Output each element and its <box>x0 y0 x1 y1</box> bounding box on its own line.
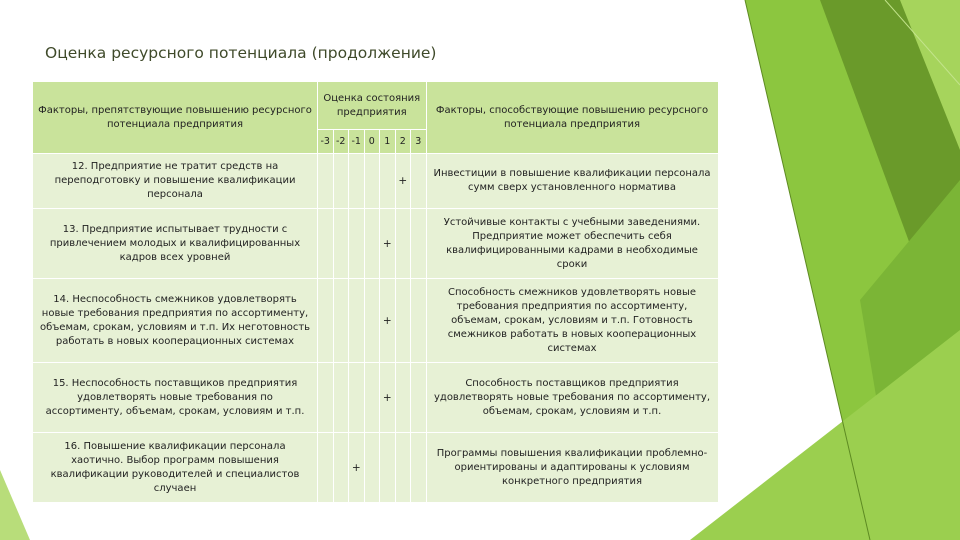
rating-cell <box>318 279 334 363</box>
hindering-factor: 15. Неспособность поставщиков предприятия удовлетворять новые требования по ассортименту, объемам, срокам, условиям и т.п. <box>33 363 318 433</box>
scale-value: 3 <box>411 130 427 154</box>
rating-cell <box>333 363 349 433</box>
promoting-factor: Способность поставщиков предприятия удовлетворять новые требования по ассортименту, объемам, срокам, условиям и т.п. <box>426 363 718 433</box>
scale-value: -1 <box>349 130 365 154</box>
header-assessment: Оценка состояния предприятия <box>318 82 427 130</box>
rating-cell <box>364 363 380 433</box>
rating-cell: + <box>380 209 396 279</box>
rating-cell <box>380 433 396 503</box>
rating-cell <box>364 433 380 503</box>
rating-cell: + <box>395 154 411 209</box>
rating-cell <box>349 209 365 279</box>
rating-cell: + <box>380 279 396 363</box>
rating-cell <box>395 363 411 433</box>
hindering-factor: 14. Неспособность смежников удовлетворять новые требования предприятия по ассортименту, объемам, срокам, условиям и т.п. Их неготовность работать в новых кооперационных системах <box>33 279 318 363</box>
rating-cell <box>364 279 380 363</box>
rating-cell <box>395 279 411 363</box>
rating-cell <box>349 154 365 209</box>
promoting-factor: Устойчивые контакты с учебными заведениями. Предприятие может обеспечить себя квалифицированными кадрами в необходимые сроки <box>426 209 718 279</box>
rating-cell <box>333 209 349 279</box>
rating-cell <box>318 433 334 503</box>
scale-value: 2 <box>395 130 411 154</box>
rating-cell <box>411 363 427 433</box>
rating-cell <box>395 433 411 503</box>
hindering-factor: 16. Повышение квалификации персонала хаотично. Выбор программ повышения квалификации руководителей и специалистов случаен <box>33 433 318 503</box>
rating-cell <box>411 154 427 209</box>
hindering-factor: 13. Предприятие испытывает трудности с привлечением молодых и квалифицированных кадров всех уровней <box>33 209 318 279</box>
rating-cell <box>349 279 365 363</box>
rating-cell <box>318 363 334 433</box>
rating-cell <box>364 154 380 209</box>
rating-cell <box>364 209 380 279</box>
rating-cell: + <box>380 363 396 433</box>
promoting-factor: Инвестиции в повышение квалификации персонала сумм сверх установленного норматива <box>426 154 718 209</box>
rating-cell <box>411 279 427 363</box>
table-row <box>33 154 719 209</box>
table-row <box>33 433 719 503</box>
rating-cell <box>318 154 334 209</box>
rating-cell <box>318 209 334 279</box>
header-promoting: Факторы, способствующие повышению ресурсного потенциала предприятия <box>426 82 718 154</box>
scale-value: -3 <box>318 130 334 154</box>
promoting-factor: Программы повышения квалификации проблемно-ориентированы и адаптированы к условиям конкретного предприятия <box>426 433 718 503</box>
table-row <box>33 279 719 363</box>
header-hindering: Факторы, препятствующие повышению ресурсного потенциала предприятия <box>33 82 318 154</box>
scale-value: 1 <box>380 130 396 154</box>
slide-title: Оценка ресурсного потенциала (продолжение) <box>45 44 437 62</box>
assessment-table <box>32 81 719 503</box>
promoting-factor: Способность смежников удовлетворять новые требования предприятия по ассортименту, объемам, срокам, условиям и т.п. Готовность смежников работать в новых кооперационных системах <box>426 279 718 363</box>
rating-cell: + <box>349 433 365 503</box>
scale-value: 0 <box>364 130 380 154</box>
rating-cell <box>333 154 349 209</box>
table-row <box>33 363 719 433</box>
hindering-factor: 12. Предприятие не тратит средств на переподготовку и повышение квалификации персонала <box>33 154 318 209</box>
scale-value: -2 <box>333 130 349 154</box>
rating-cell <box>333 279 349 363</box>
table-row <box>33 209 719 279</box>
rating-cell <box>411 433 427 503</box>
rating-cell <box>411 209 427 279</box>
rating-cell <box>349 363 365 433</box>
rating-cell <box>333 433 349 503</box>
rating-cell <box>380 154 396 209</box>
header-row <box>33 82 719 130</box>
rating-cell <box>395 209 411 279</box>
